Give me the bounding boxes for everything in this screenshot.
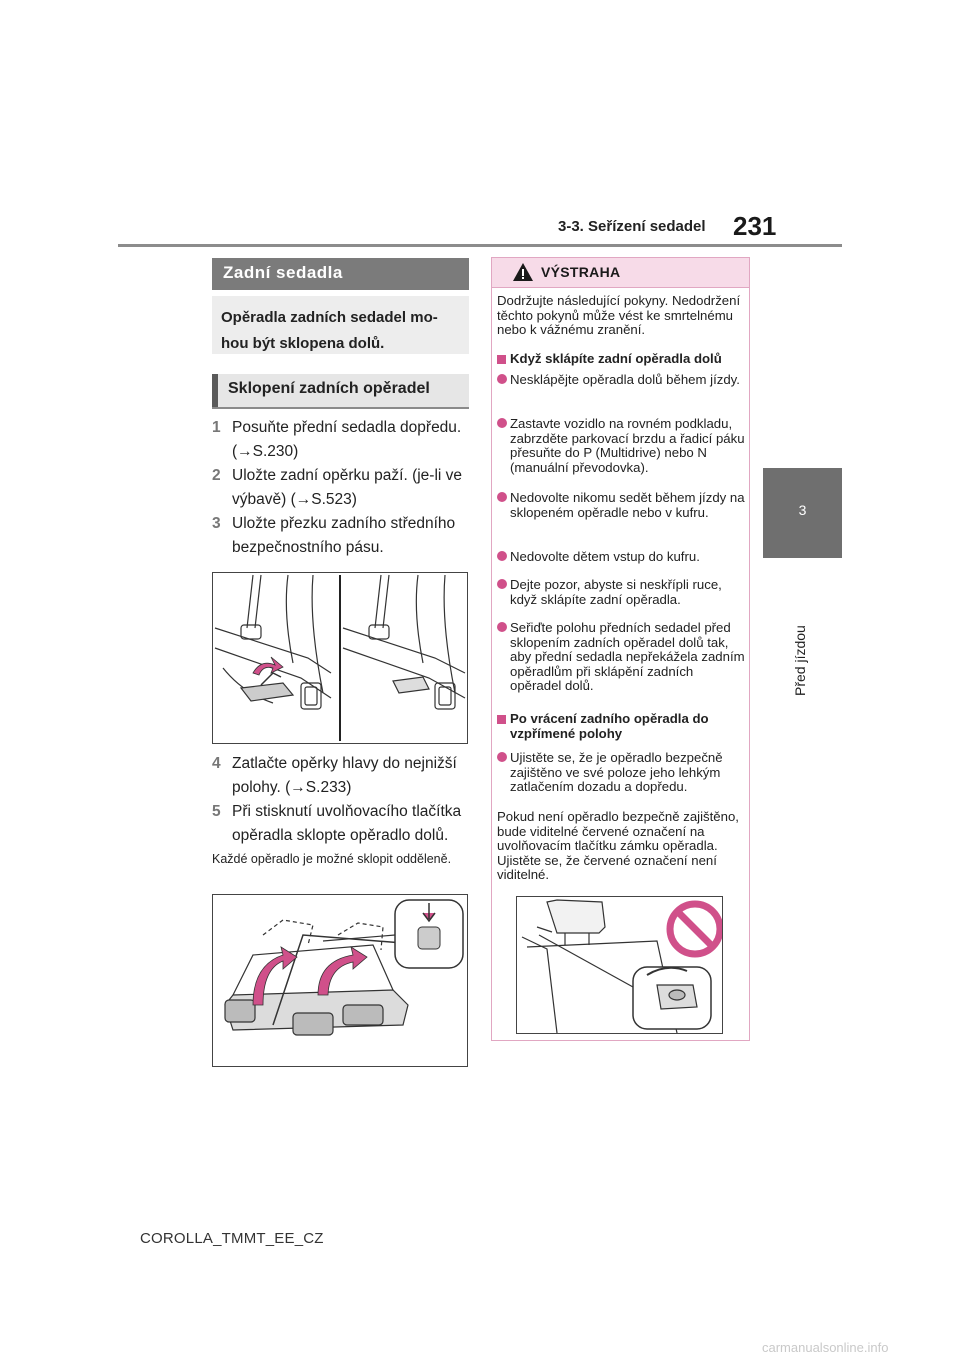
square-bullet-icon [497, 715, 506, 724]
page-number: 231 [733, 211, 777, 241]
section-heading [212, 374, 469, 407]
step-number: 3 [212, 515, 221, 532]
bullet-dot-icon [497, 622, 507, 632]
warning-item: Seřiďte polohu předních sedadel před sklopením zadních opěradel dolů tak, aby přední sedadla nepřekážela zadním opěradlům při sklápění zadních opěradel dolů. [497, 621, 747, 694]
bullet-dot-icon [497, 752, 507, 762]
bullet-dot-icon [497, 551, 507, 561]
step-text: Při stisknutí uvolňovacího tlačítka opěradla sklopte opěradlo dolů. [232, 803, 462, 844]
lead-box [212, 296, 469, 354]
warning-seat-illustration [517, 897, 722, 1033]
warning-group-2-title: Po vrácení zadního opěradla do vzpřímené polohy [497, 712, 747, 741]
fold-arrow-right-icon [318, 947, 367, 995]
seatback-illustration [213, 895, 467, 1066]
bullet-dot-icon [497, 579, 507, 589]
figure-warning-seat [516, 896, 723, 1034]
warning-closing: Pokud není opěradlo bezpečně zajištěno, bude viditelné červené označení na uvolňovacím tlačítku zámku opěradla. Ujistěte se, že červené označení není viditelné. [497, 809, 739, 882]
step-1 [212, 416, 474, 464]
header-rule [118, 244, 842, 247]
running-header-section: 3-3. Seřízení sedadel [558, 218, 706, 235]
warning-item: Nedovolte dětem vstup do kufru. [497, 550, 747, 565]
lead-text: Opěradla zadních sedadel mo-hou být sklopena dolů. [221, 309, 438, 352]
note-text: Každé opěradlo je možné sklopit odděleně. [212, 852, 452, 866]
square-bullet-icon [497, 355, 506, 364]
main-heading-text: Zadní sedadla [223, 263, 343, 282]
warning-intro: Dodržujte následující pokyny. Nedodržení těchto pokynů může vést ke smrtelnému nebo k vážnému zranění. [497, 293, 741, 337]
warning-item: Zastavte vozidlo na rovném podkladu, zabrzděte parkovací brzdu a řadicí páku přesuňte do P (Multidrive) nebo N (manuální převodovka). [497, 417, 747, 475]
step-number: 1 [212, 419, 221, 436]
arrow-icon [253, 657, 283, 675]
warning-item: Nesklápějte opěradla dolů během jízdy. [497, 373, 747, 388]
bullet-dot-icon [497, 492, 507, 502]
warning-item: Dejte pozor, abyste si neskřípli ruce, když sklápíte zadní opěradla. [497, 578, 747, 607]
step-number: 2 [212, 467, 221, 484]
step-text: Uložte přezku zadního středního bezpečnostního pásu. [232, 515, 456, 556]
section-heading-text: Sklopení zadních opěradel [228, 380, 430, 397]
warning-item: Nedovolte nikomu sedět během jízdy na sklopeném opěradle nebo v kufru. [497, 491, 747, 520]
step-text: Posuňte přední sedadla dopředu. (→S.230) [232, 419, 462, 460]
main-heading [212, 258, 469, 290]
chapter-number: 3 [798, 502, 807, 518]
buckle-illustration [213, 573, 467, 743]
step-2 [212, 464, 474, 512]
step-4 [212, 752, 474, 800]
warning-header [491, 257, 750, 288]
step-text: Zatlačte opěrky hlavy do nejnižší polohy. (→S.233) [232, 755, 457, 796]
step-text: Uložte zadní opěrku paží. (je-li ve výbavě) (→S.523) [232, 467, 463, 508]
warning-triangle-icon [512, 262, 534, 282]
chapter-title-vertical [792, 566, 812, 696]
step-number: 4 [212, 755, 221, 772]
figure-buckle-stowing [212, 572, 468, 744]
figure-seatback-folding [212, 894, 468, 1067]
warning-item: Ujistěte se, že je opěradlo bezpečně zajištěno ve své poloze jeho lehkým zatlačením dozadu a dopředu. [497, 751, 747, 795]
step-5 [212, 800, 474, 848]
chapter-title-text: Před jízdou [792, 625, 808, 696]
watermark: carmanualsonline.info [762, 1340, 889, 1355]
step-3 [212, 512, 474, 560]
warning-group-1-title: Když sklápíte zadní opěradla dolů [497, 352, 747, 367]
chapter-tab [763, 468, 842, 558]
bullet-dot-icon [497, 374, 507, 384]
step-number: 5 [212, 803, 221, 820]
warning-title: VÝSTRAHA [541, 264, 621, 280]
bullet-dot-icon [497, 418, 507, 428]
footer-code: COROLLA_TMMT_EE_CZ [140, 1230, 324, 1247]
section-rule [212, 407, 469, 409]
